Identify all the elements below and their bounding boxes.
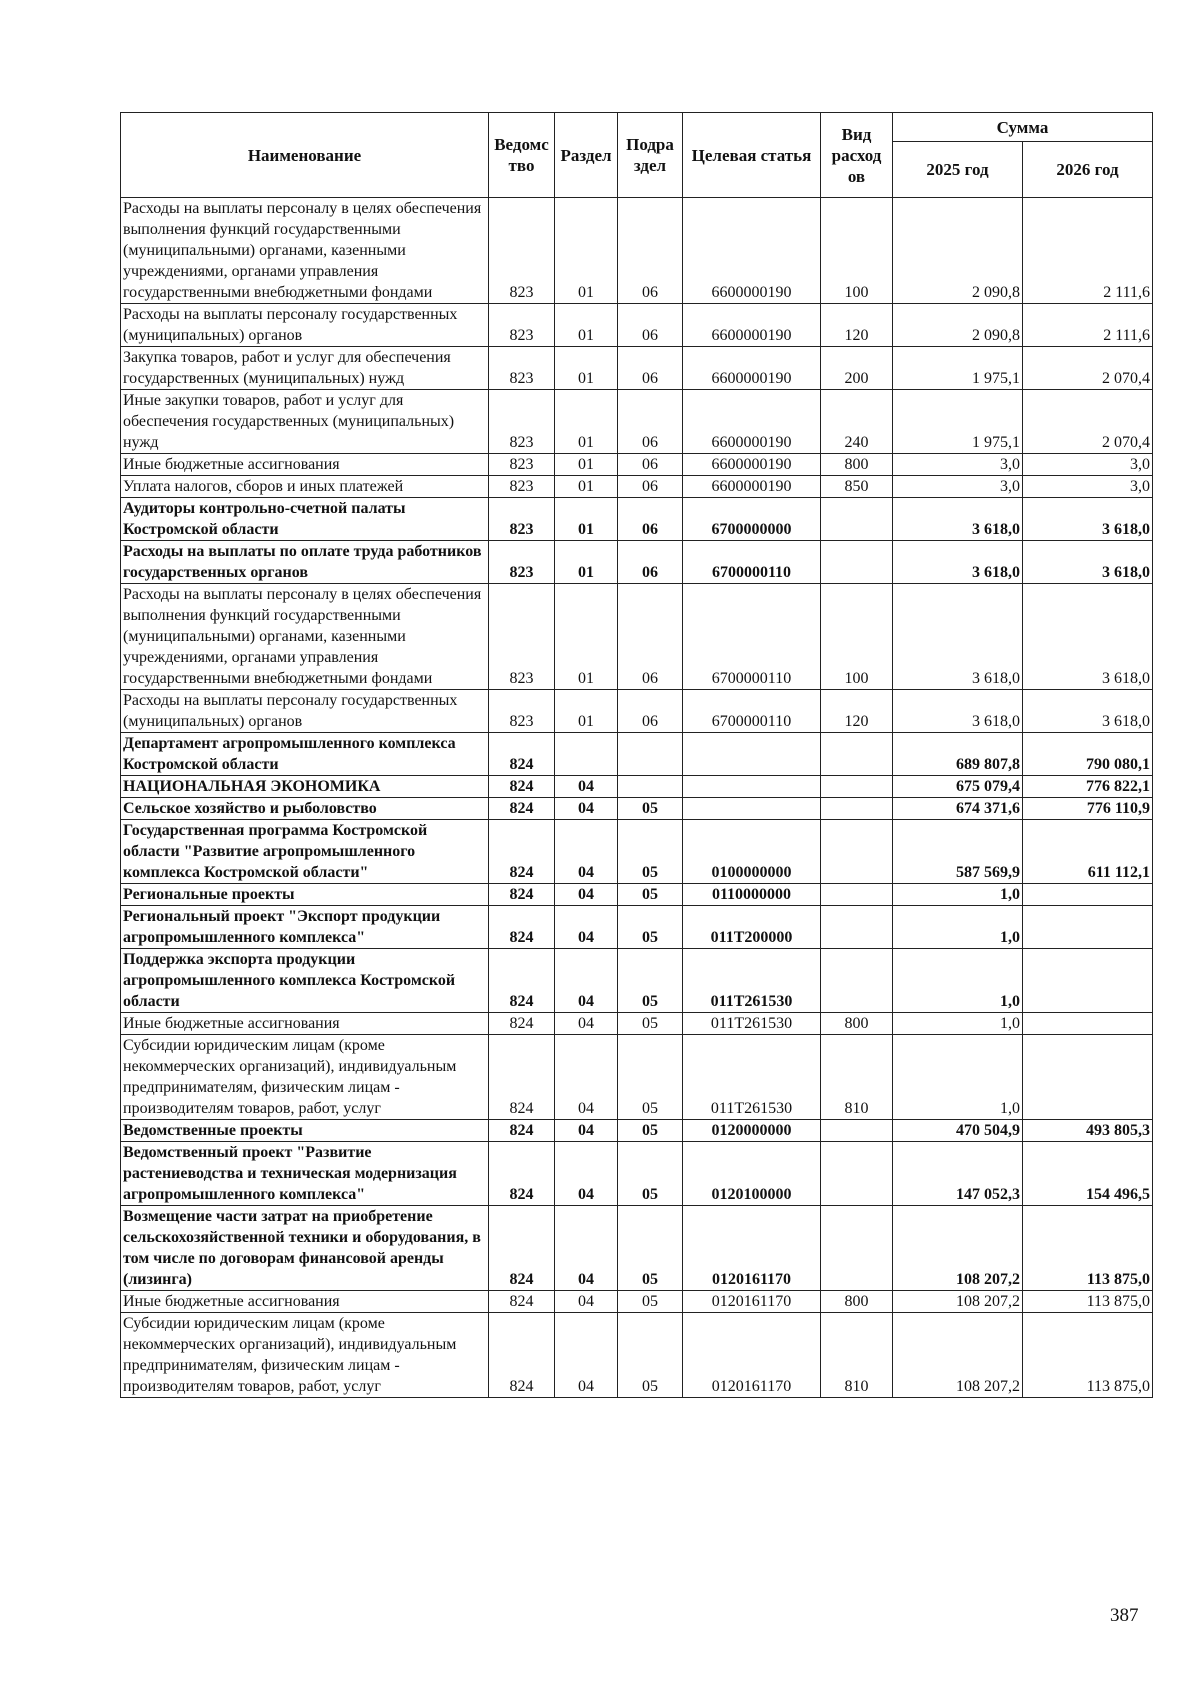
cell-podrazdel: 05	[618, 906, 683, 949]
cell-vid-rashodov: 240	[821, 390, 893, 454]
cell-podrazdel: 05	[618, 1313, 683, 1398]
cell-vid-rashodov	[821, 1206, 893, 1291]
cell-vid-rashodov: 200	[821, 347, 893, 390]
cell-celevaya-statya	[683, 798, 821, 820]
table-row	[121, 198, 1153, 304]
table-row	[121, 690, 1153, 733]
cell-razdel: 01	[555, 690, 618, 733]
cell-sum-2026: 3 618,0	[1023, 498, 1153, 541]
cell-name: Расходы на выплаты персоналу в целях обеспечения выполнения функций государственными (муниципальными) органами, казенными учреждениями, органами управления государственными внебюджетными фондами	[121, 198, 489, 304]
cell-sum-2025: 3 618,0	[893, 498, 1023, 541]
table-row	[121, 1291, 1153, 1313]
cell-vid-rashodov	[821, 884, 893, 906]
cell-vid-rashodov: 800	[821, 1291, 893, 1313]
cell-razdel: 04	[555, 820, 618, 884]
table-row	[121, 733, 1153, 776]
cell-celevaya-statya: 0110000000	[683, 884, 821, 906]
cell-name: Сельское хозяйство и рыболовство	[121, 798, 489, 820]
table-row	[121, 1206, 1153, 1291]
cell-sum-2025: 2 090,8	[893, 304, 1023, 347]
cell-celevaya-statya: 6600000190	[683, 198, 821, 304]
cell-sum-2026: 790 080,1	[1023, 733, 1153, 776]
cell-vedomstvo: 824	[489, 1013, 555, 1035]
table-body	[121, 198, 1153, 1398]
table-row	[121, 820, 1153, 884]
cell-podrazdel: 05	[618, 949, 683, 1013]
table-row	[121, 347, 1153, 390]
cell-celevaya-statya	[683, 733, 821, 776]
cell-sum-2025: 108 207,2	[893, 1313, 1023, 1398]
cell-name: Расходы на выплаты по оплате труда работников государственных органов	[121, 541, 489, 584]
cell-celevaya-statya: 011Т200000	[683, 906, 821, 949]
cell-vedomstvo: 823	[489, 690, 555, 733]
cell-name: Расходы на выплаты персоналу в целях обеспечения выполнения функций государственными (муниципальными) органами, казенными учреждениями, органами управления государственными внебюджетными фондами	[121, 584, 489, 690]
cell-podrazdel: 06	[618, 347, 683, 390]
table-row	[121, 498, 1153, 541]
cell-vedomstvo: 823	[489, 498, 555, 541]
cell-sum-2026: 3,0	[1023, 476, 1153, 498]
cell-sum-2025: 147 052,3	[893, 1142, 1023, 1206]
cell-celevaya-statya: 6600000190	[683, 304, 821, 347]
cell-vid-rashodov	[821, 1142, 893, 1206]
header-vid-rashodov: Вид расход ов	[821, 113, 893, 198]
cell-vedomstvo: 824	[489, 949, 555, 1013]
cell-podrazdel: 05	[618, 1142, 683, 1206]
cell-vid-rashodov	[821, 1120, 893, 1142]
cell-podrazdel: 06	[618, 198, 683, 304]
table-row	[121, 1120, 1153, 1142]
cell-vid-rashodov: 120	[821, 304, 893, 347]
cell-vid-rashodov	[821, 733, 893, 776]
cell-razdel: 01	[555, 198, 618, 304]
table-row	[121, 776, 1153, 798]
cell-vid-rashodov	[821, 906, 893, 949]
cell-razdel: 04	[555, 1313, 618, 1398]
cell-podrazdel: 05	[618, 798, 683, 820]
cell-podrazdel: 05	[618, 820, 683, 884]
cell-celevaya-statya: 0120161170	[683, 1291, 821, 1313]
cell-podrazdel: 05	[618, 1206, 683, 1291]
cell-sum-2026: 113 875,0	[1023, 1206, 1153, 1291]
cell-vid-rashodov: 810	[821, 1313, 893, 1398]
cell-razdel: 01	[555, 390, 618, 454]
cell-razdel: 04	[555, 1035, 618, 1120]
cell-sum-2026	[1023, 949, 1153, 1013]
cell-podrazdel: 05	[618, 884, 683, 906]
cell-vid-rashodov: 850	[821, 476, 893, 498]
cell-name: Ведомственные проекты	[121, 1120, 489, 1142]
table-row	[121, 1035, 1153, 1120]
cell-vedomstvo: 823	[489, 584, 555, 690]
header-summa: Сумма	[893, 113, 1153, 142]
cell-podrazdel: 06	[618, 304, 683, 347]
cell-name: Закупка товаров, работ и услуг для обеспечения государственных (муниципальных) нужд	[121, 347, 489, 390]
cell-sum-2025: 3,0	[893, 476, 1023, 498]
cell-sum-2025: 1 975,1	[893, 390, 1023, 454]
table-row	[121, 1142, 1153, 1206]
cell-razdel: 04	[555, 949, 618, 1013]
cell-vedomstvo: 823	[489, 454, 555, 476]
table-row	[121, 541, 1153, 584]
cell-sum-2026: 2 111,6	[1023, 304, 1153, 347]
cell-sum-2026	[1023, 906, 1153, 949]
cell-celevaya-statya: 6700000110	[683, 690, 821, 733]
cell-vedomstvo: 823	[489, 390, 555, 454]
cell-razdel: 01	[555, 541, 618, 584]
cell-sum-2026: 3 618,0	[1023, 690, 1153, 733]
cell-sum-2025: 1,0	[893, 1013, 1023, 1035]
cell-podrazdel	[618, 733, 683, 776]
cell-razdel: 04	[555, 884, 618, 906]
cell-name: Департамент агропромышленного комплекса Костромской области	[121, 733, 489, 776]
cell-vid-rashodov	[821, 798, 893, 820]
cell-sum-2025: 3 618,0	[893, 690, 1023, 733]
cell-vedomstvo: 824	[489, 884, 555, 906]
cell-vid-rashodov	[821, 820, 893, 884]
cell-name: Региональные проекты	[121, 884, 489, 906]
cell-name: Иные бюджетные ассигнования	[121, 1013, 489, 1035]
cell-podrazdel: 06	[618, 498, 683, 541]
cell-name: Возмещение части затрат на приобретение сельскохозяйственной техники и оборудования, в том числе по договорам финансовой аренды (лизинга)	[121, 1206, 489, 1291]
cell-celevaya-statya: 0120161170	[683, 1206, 821, 1291]
cell-sum-2025: 2 090,8	[893, 198, 1023, 304]
cell-sum-2026: 3,0	[1023, 454, 1153, 476]
cell-vid-rashodov: 100	[821, 584, 893, 690]
table-row	[121, 304, 1153, 347]
cell-vedomstvo: 824	[489, 820, 555, 884]
cell-sum-2026: 776 822,1	[1023, 776, 1153, 798]
cell-sum-2026: 154 496,5	[1023, 1142, 1153, 1206]
cell-name: Уплата налогов, сборов и иных платежей	[121, 476, 489, 498]
cell-podrazdel: 05	[618, 1035, 683, 1120]
cell-sum-2025: 1,0	[893, 949, 1023, 1013]
cell-sum-2026: 3 618,0	[1023, 584, 1153, 690]
cell-celevaya-statya: 011Т261530	[683, 949, 821, 1013]
cell-sum-2025: 3 618,0	[893, 584, 1023, 690]
cell-vid-rashodov: 810	[821, 1035, 893, 1120]
table-row	[121, 906, 1153, 949]
table-row	[121, 454, 1153, 476]
cell-sum-2026: 113 875,0	[1023, 1313, 1153, 1398]
cell-sum-2025: 108 207,2	[893, 1291, 1023, 1313]
cell-sum-2025: 689 807,8	[893, 733, 1023, 776]
cell-podrazdel: 06	[618, 690, 683, 733]
cell-sum-2025: 674 371,6	[893, 798, 1023, 820]
cell-sum-2025: 1 975,1	[893, 347, 1023, 390]
table-row	[121, 949, 1153, 1013]
table-row	[121, 798, 1153, 820]
cell-podrazdel: 06	[618, 476, 683, 498]
cell-name: Расходы на выплаты персоналу государственных (муниципальных) органов	[121, 690, 489, 733]
cell-vid-rashodov	[821, 498, 893, 541]
header-podrazdel: Подра здел	[618, 113, 683, 198]
cell-vedomstvo: 823	[489, 476, 555, 498]
cell-podrazdel: 06	[618, 584, 683, 690]
cell-celevaya-statya: 0120000000	[683, 1120, 821, 1142]
cell-vid-rashodov	[821, 541, 893, 584]
cell-celevaya-statya: 0100000000	[683, 820, 821, 884]
cell-name: Иные закупки товаров, работ и услуг для обеспечения государственных (муниципальных) нужд	[121, 390, 489, 454]
cell-sum-2025: 1,0	[893, 906, 1023, 949]
header-year-2025: 2025 год	[893, 142, 1023, 198]
cell-podrazdel	[618, 776, 683, 798]
cell-podrazdel: 05	[618, 1013, 683, 1035]
cell-vedomstvo: 824	[489, 1142, 555, 1206]
cell-name: Субсидии юридическим лицам (кроме некоммерческих организаций), индивидуальным предпринимателям, физическим лицам - производителям товаров, работ, услуг	[121, 1313, 489, 1398]
cell-celevaya-statya: 6600000190	[683, 476, 821, 498]
cell-celevaya-statya: 6700000110	[683, 541, 821, 584]
table-row	[121, 584, 1153, 690]
cell-vedomstvo: 824	[489, 1313, 555, 1398]
cell-razdel: 04	[555, 1142, 618, 1206]
cell-podrazdel: 06	[618, 454, 683, 476]
table-row	[121, 1013, 1153, 1035]
cell-celevaya-statya: 6600000190	[683, 390, 821, 454]
cell-razdel: 01	[555, 498, 618, 541]
cell-vedomstvo: 824	[489, 906, 555, 949]
cell-sum-2025: 1,0	[893, 884, 1023, 906]
cell-celevaya-statya	[683, 776, 821, 798]
cell-razdel: 04	[555, 906, 618, 949]
cell-razdel: 01	[555, 476, 618, 498]
cell-sum-2025: 675 079,4	[893, 776, 1023, 798]
table-row	[121, 476, 1153, 498]
cell-vedomstvo: 823	[489, 304, 555, 347]
cell-vedomstvo: 823	[489, 198, 555, 304]
cell-vid-rashodov	[821, 949, 893, 1013]
cell-sum-2025: 470 504,9	[893, 1120, 1023, 1142]
cell-vid-rashodov: 800	[821, 454, 893, 476]
table-row	[121, 884, 1153, 906]
header-year-2026: 2026 год	[1023, 142, 1153, 198]
header-celevaya-statya: Целевая статья	[683, 113, 821, 198]
cell-razdel: 04	[555, 1206, 618, 1291]
cell-vid-rashodov	[821, 776, 893, 798]
cell-vedomstvo: 823	[489, 347, 555, 390]
cell-sum-2026: 3 618,0	[1023, 541, 1153, 584]
cell-name: Региональный проект "Экспорт продукции агропромышленного комплекса"	[121, 906, 489, 949]
cell-razdel: 01	[555, 304, 618, 347]
cell-podrazdel: 06	[618, 541, 683, 584]
cell-celevaya-statya: 011Т261530	[683, 1013, 821, 1035]
cell-name: Субсидии юридическим лицам (кроме некоммерческих организаций), индивидуальным предпринимателям, физическим лицам - производителям товаров, работ, услуг	[121, 1035, 489, 1120]
cell-sum-2026: 113 875,0	[1023, 1291, 1153, 1313]
cell-razdel: 04	[555, 798, 618, 820]
header-razdel: Раздел	[555, 113, 618, 198]
cell-name: Иные бюджетные ассигнования	[121, 454, 489, 476]
cell-sum-2025: 108 207,2	[893, 1206, 1023, 1291]
cell-name: Иные бюджетные ассигнования	[121, 1291, 489, 1313]
cell-sum-2026	[1023, 884, 1153, 906]
cell-podrazdel: 06	[618, 390, 683, 454]
cell-sum-2026	[1023, 1035, 1153, 1120]
cell-celevaya-statya: 6600000190	[683, 454, 821, 476]
cell-sum-2026: 493 805,3	[1023, 1120, 1153, 1142]
cell-celevaya-statya: 6700000000	[683, 498, 821, 541]
cell-podrazdel: 05	[618, 1120, 683, 1142]
cell-razdel: 04	[555, 1120, 618, 1142]
cell-name: Расходы на выплаты персоналу государственных (муниципальных) органов	[121, 304, 489, 347]
header-name: Наименование	[121, 113, 489, 198]
cell-razdel	[555, 733, 618, 776]
cell-name: НАЦИОНАЛЬНАЯ ЭКОНОМИКА	[121, 776, 489, 798]
header-vedomstvo: Ведомс тво	[489, 113, 555, 198]
cell-vedomstvo: 824	[489, 1035, 555, 1120]
cell-celevaya-statya: 6600000190	[683, 347, 821, 390]
cell-vedomstvo: 823	[489, 541, 555, 584]
cell-vedomstvo: 824	[489, 798, 555, 820]
cell-sum-2026: 611 112,1	[1023, 820, 1153, 884]
cell-vedomstvo: 824	[489, 776, 555, 798]
cell-celevaya-statya: 6700000110	[683, 584, 821, 690]
budget-table	[120, 112, 1153, 1398]
cell-celevaya-statya: 0120100000	[683, 1142, 821, 1206]
cell-sum-2025: 1,0	[893, 1035, 1023, 1120]
cell-vid-rashodov: 800	[821, 1013, 893, 1035]
page-number: 387	[1110, 1605, 1139, 1626]
cell-razdel: 04	[555, 776, 618, 798]
cell-name: Поддержка экспорта продукции агропромышленного комплекса Костромской области	[121, 949, 489, 1013]
table-row	[121, 390, 1153, 454]
cell-razdel: 04	[555, 1291, 618, 1313]
cell-podrazdel: 05	[618, 1291, 683, 1313]
cell-sum-2026	[1023, 1013, 1153, 1035]
cell-vedomstvo: 824	[489, 1206, 555, 1291]
cell-celevaya-statya: 011Т261530	[683, 1035, 821, 1120]
cell-vid-rashodov: 120	[821, 690, 893, 733]
cell-name: Ведомственный проект "Развитие растениеводства и техническая модернизация агропромышленного комплекса"	[121, 1142, 489, 1206]
cell-sum-2026: 2 111,6	[1023, 198, 1153, 304]
cell-vedomstvo: 824	[489, 1120, 555, 1142]
cell-sum-2026: 2 070,4	[1023, 390, 1153, 454]
cell-vedomstvo: 824	[489, 733, 555, 776]
cell-name: Аудиторы контрольно-счетной палаты Костромской области	[121, 498, 489, 541]
table-row	[121, 1313, 1153, 1398]
cell-vedomstvo: 824	[489, 1291, 555, 1313]
cell-sum-2026: 2 070,4	[1023, 347, 1153, 390]
cell-sum-2025: 3,0	[893, 454, 1023, 476]
cell-name: Государственная программа Костромской области "Развитие агропромышленного комплекса Костромской области"	[121, 820, 489, 884]
cell-celevaya-statya: 0120161170	[683, 1313, 821, 1398]
cell-vid-rashodov: 100	[821, 198, 893, 304]
cell-razdel: 01	[555, 584, 618, 690]
cell-razdel: 01	[555, 347, 618, 390]
cell-razdel: 01	[555, 454, 618, 476]
cell-sum-2026: 776 110,9	[1023, 798, 1153, 820]
cell-sum-2025: 3 618,0	[893, 541, 1023, 584]
cell-razdel: 04	[555, 1013, 618, 1035]
cell-sum-2025: 587 569,9	[893, 820, 1023, 884]
